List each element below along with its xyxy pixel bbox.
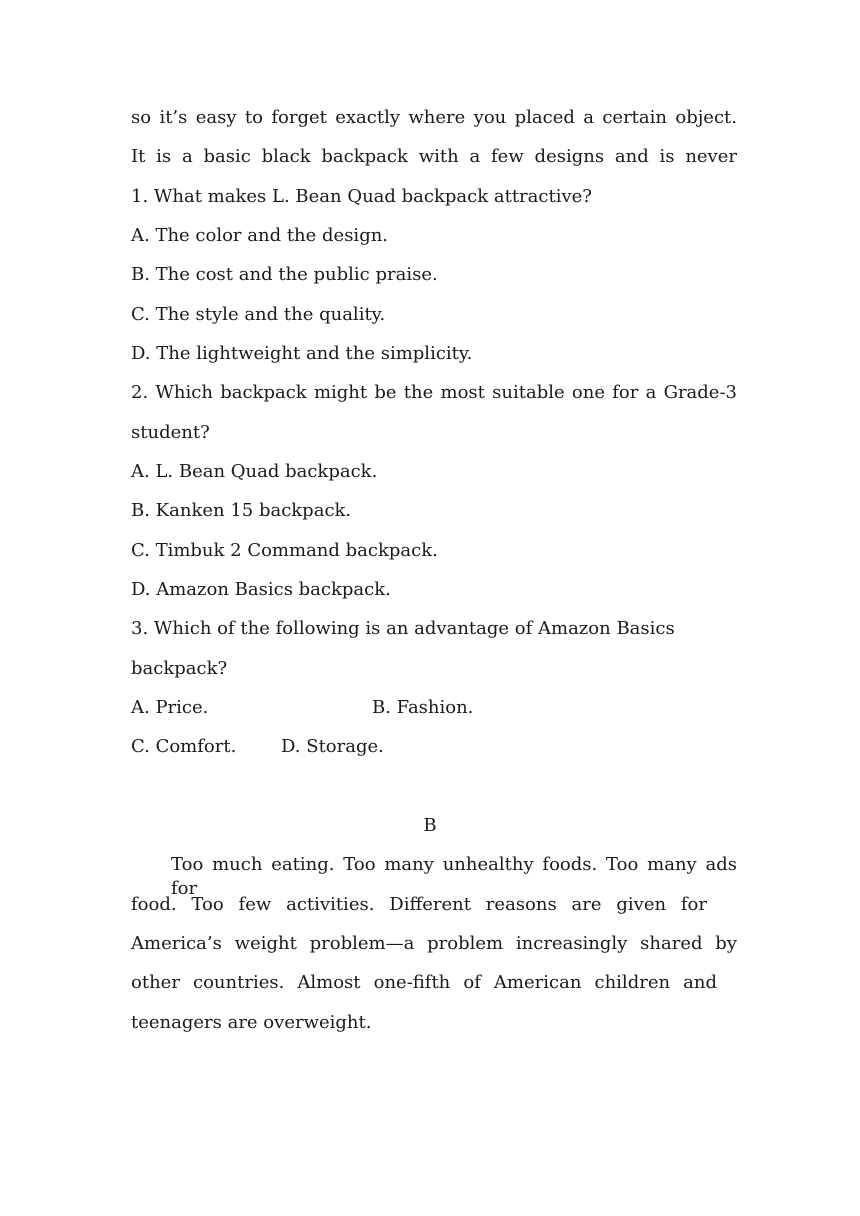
paragraph-line: food. Too few activities. Different reasons are given for bbox=[131, 894, 707, 915]
question-2-option-a: A. L. Bean Quad backpack. bbox=[131, 461, 378, 482]
passage-line: It is a basic black backpack with a few designs and is never bbox=[131, 146, 737, 167]
question-1-stem: 1. What makes L. Bean Quad backpack attractive? bbox=[131, 186, 592, 207]
question-3-option-d: D. Storage. bbox=[281, 736, 384, 757]
question-2-stem-continued: student? bbox=[131, 422, 210, 443]
paragraph-line: Too much eating. Too many unhealthy foods. Too many ads for bbox=[171, 854, 737, 899]
paragraph-line: other countries. Almost one-fifth of American children and bbox=[131, 972, 717, 993]
question-1-option-b: B. The cost and the public praise. bbox=[131, 264, 438, 285]
paragraph-line: teenagers are overweight. bbox=[131, 1012, 372, 1033]
paragraph-line: America’s weight problem—a problem increasingly shared by bbox=[131, 933, 737, 954]
question-1-option-d: D. The lightweight and the simplicity. bbox=[131, 343, 473, 364]
passage-line: so it’s easy to forget exactly where you placed a certain object. bbox=[131, 107, 737, 128]
question-2-option-d: D. Amazon Basics backpack. bbox=[131, 579, 391, 600]
question-1-option-c: C. The style and the quality. bbox=[131, 304, 386, 325]
question-3-option-c: C. Comfort. bbox=[131, 736, 237, 757]
question-2-stem: 2. Which backpack might be the most suitable one for a Grade-3 bbox=[131, 382, 737, 403]
question-3-option-b: B. Fashion. bbox=[372, 697, 474, 718]
question-1-option-a: A. The color and the design. bbox=[131, 225, 389, 246]
question-2-option-c: C. Timbuk 2 Command backpack. bbox=[131, 540, 438, 561]
question-3-stem-continued: backpack? bbox=[131, 658, 228, 679]
section-heading: B bbox=[423, 815, 437, 836]
question-3-stem: 3. Which of the following is an advantage of Amazon Basics bbox=[131, 618, 675, 639]
question-3-option-a: A. Price. bbox=[131, 697, 209, 718]
question-2-option-b: B. Kanken 15 backpack. bbox=[131, 500, 352, 521]
